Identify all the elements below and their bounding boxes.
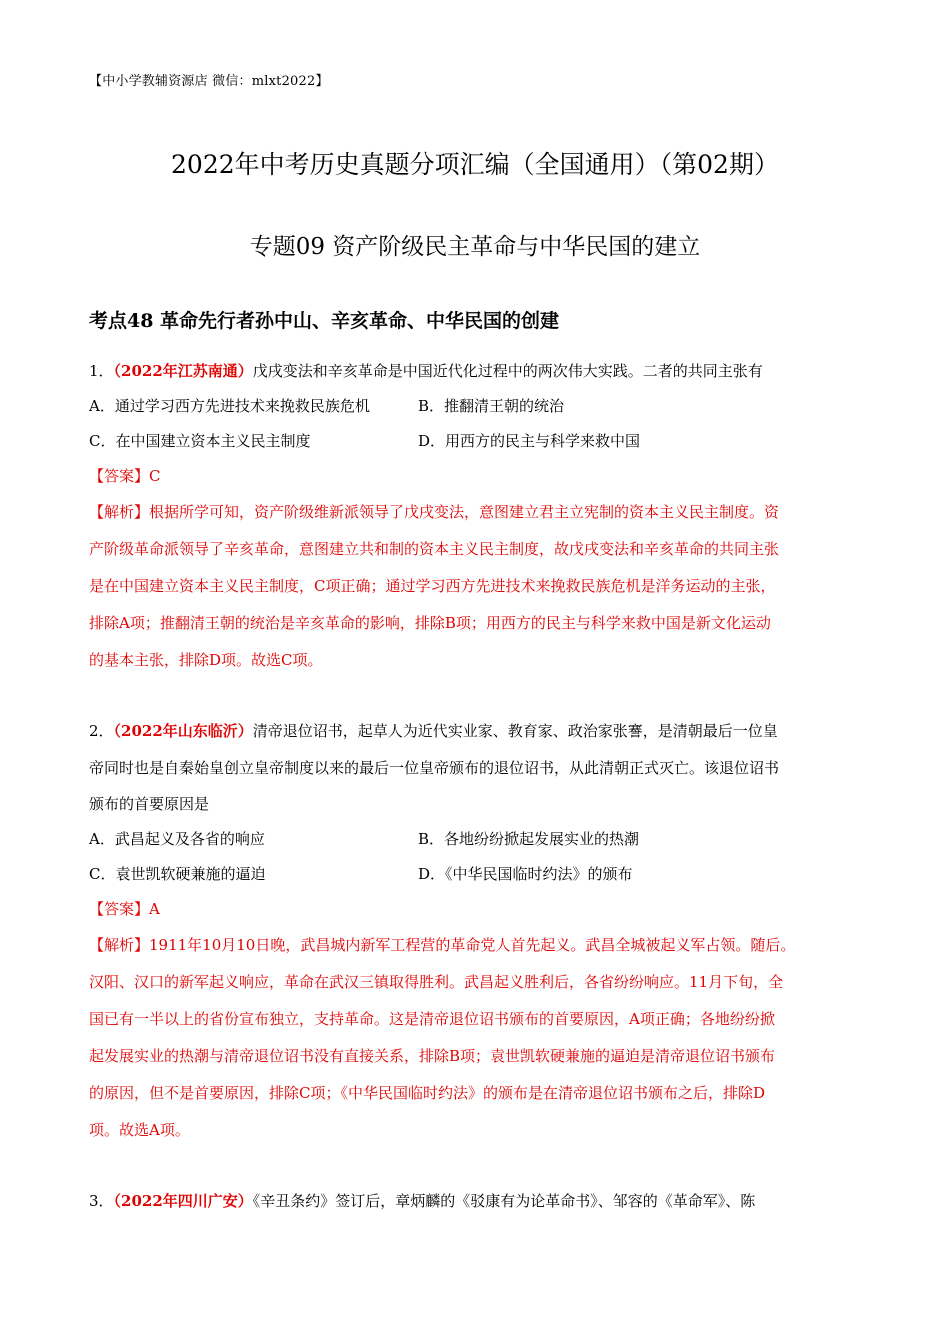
q1-answer: 【答案】C [89, 467, 161, 485]
q2-option-c: C．袁世凯软硬兼施的逼迫 [89, 865, 266, 883]
question-3-stem [89, 1191, 864, 1211]
q1-option-d: D．用西方的民主与科学来救中国 [418, 432, 641, 450]
q1-option-b: B．推翻清王朝的统治 [418, 397, 565, 415]
document-subtitle: 专题09 资产阶级民主革命与中华民国的建立 [249, 234, 701, 260]
question-source: （2022年四川广安） [113, 1192, 253, 1210]
q1-analysis-line: 【解析】根据所学可知，资产阶级维新派领导了戊戌变法，意图建立君主立宪制的资本主义民主制度。资 [89, 503, 780, 521]
question-number: 2． [89, 722, 114, 740]
q1-analysis-line: 的基本主张，排除D项。故选C项。 [89, 651, 323, 669]
q2-option-b: B．各地纷纷掀起发展实业的热潮 [418, 830, 640, 848]
q2-analysis-line: 起发展实业的热潮与清帝退位诏书没有直接关系，排除B项；袁世凯软硬兼施的逼迫是清帝退位诏书颁布 [89, 1047, 776, 1065]
q1-analysis-line: 产阶级革命派领导了辛亥革命，意图建立共和制的资本主义民主制度，故戊戌变法和辛亥革命的共同主张 [89, 540, 780, 558]
q2-analysis-line: 项。故选A项。 [89, 1121, 190, 1139]
question-text: 戊戌变法和辛亥革命是中国近代化过程中的两次伟大实践。二者的共同主张有 [252, 362, 763, 380]
q2-analysis-line: 国已有一半以上的省份宣布独立，支持革命。这是清帝退位诏书颁布的首要原因，A项正确；各地纷纷掀 [89, 1010, 775, 1028]
q2-analysis-line: 的原因，但不是首要原因，排除C项；《中华民国临时约法》的颁布是在清帝退位诏书颁布之后，排除D [89, 1084, 766, 1102]
q2-option-a: A．武昌起义及各省的响应 [89, 830, 265, 848]
header-tag: 【中小学教辅资源店 微信：mlxt2022】 [89, 74, 329, 89]
question-1-stem [89, 361, 864, 381]
q1-option-a: A．通过学习西方先进技术来挽救民族危机 [89, 397, 370, 415]
q2-option-d: D．《中华民国临时约法》的颁布 [418, 865, 633, 883]
q2-answer: 【答案】A [89, 900, 160, 918]
question-text: 《辛丑条约》签订后，章炳麟的《驳康有为论革命书》、邹容的《革命军》、陈 [252, 1192, 756, 1210]
q1-analysis-line: 是在中国建立资本主义民主制度，C项正确；通过学习西方先进技术来挽救民族危机是洋务运动的主张， [89, 577, 776, 595]
question-source: （2022年江苏南通） [113, 362, 253, 380]
question-text: 清帝退位诏书，起草人为近代实业家、教育家、政治家张謇，是清朝最后一位皇 [252, 722, 778, 740]
q1-option-c: C．在中国建立资本主义民主制度 [89, 432, 311, 450]
q2-analysis-line: 汉阳、汉口的新军起义响应，革命在武汉三镇取得胜利。武昌起义胜利后，各省纷纷响应。11月下旬，全 [89, 973, 784, 991]
q2-analysis-line: 【解析】1911年10月10日晚，武昌城内新军工程营的革命党人首先起义。武昌全城被起义军占领。随后。 [89, 936, 796, 954]
question-source: （2022年山东临沂） [113, 722, 253, 740]
question-number: 1． [89, 362, 114, 380]
question-2-stem-line: 帝同时也是自秦始皇创立皇帝制度以来的最后一位皇帝颁布的退位诏书，从此清朝正式灭亡。该退位诏书 [89, 759, 780, 777]
question-2-stem [89, 721, 864, 741]
section-heading: 考点48 革命先行者孙中山、辛亥革命、中华民国的创建 [89, 310, 560, 332]
question-2-stem-line: 颁布的首要原因是 [89, 795, 210, 813]
document-title: 2022年中考历史真题分项汇编（全国通用）（第02期） [171, 150, 779, 179]
q1-analysis-line: 排除A项；推翻清王朝的统治是辛亥革命的影响，排除B项；用西方的民主与科学来救中国是新文化运动 [89, 614, 771, 632]
question-number: 3． [89, 1192, 114, 1210]
